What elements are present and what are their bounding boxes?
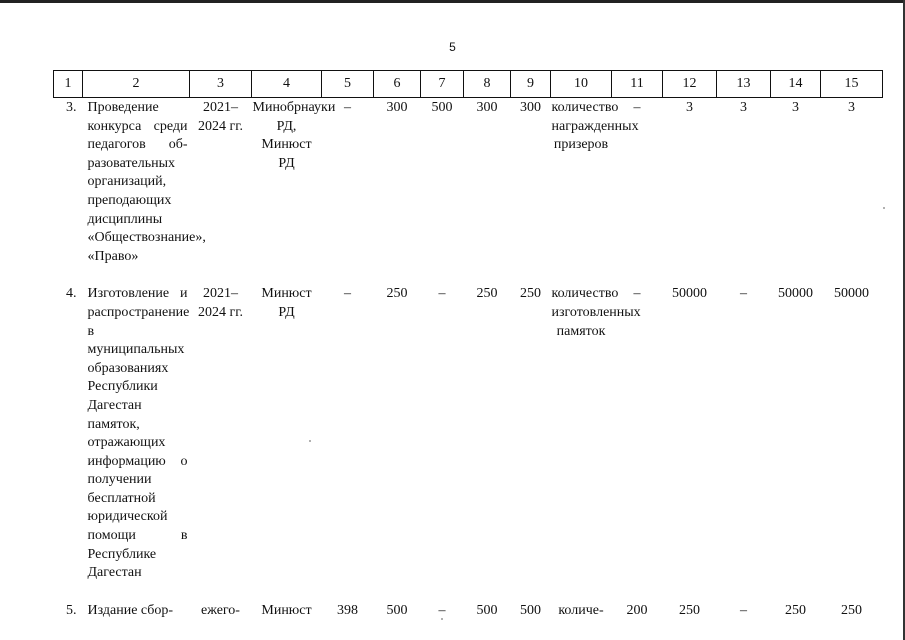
value-cell: 300: [386, 100, 408, 115]
indicator-cell: количество изготовленных памяток: [551, 286, 641, 339]
value-cell: –: [344, 286, 351, 302]
header-cell: 11: [612, 71, 663, 98]
table-row: [54, 284, 883, 601]
header-cell: 3: [190, 71, 252, 98]
value-cell: –: [633, 286, 641, 302]
header-cell: 2: [83, 71, 190, 98]
value-cell: 250: [679, 602, 700, 618]
value-cell: –: [740, 286, 747, 302]
value-cell: 300: [476, 100, 498, 115]
value-cell: 300: [520, 100, 541, 115]
activity-name: Изготовление и распространение в муниципальных образованиях Республики Дагестан памяток, отражающих информацию о получении бесплатной юридической помощи в Республике Дагестан: [87, 286, 190, 581]
value-cell: 250: [841, 602, 862, 618]
header-cell: 12: [663, 71, 717, 98]
value-cell: 500: [386, 602, 408, 618]
value-cell: 50000: [778, 286, 813, 302]
header-cell: 5: [322, 71, 374, 98]
scan-edge-top: [0, 0, 905, 3]
value-cell: 50000: [672, 286, 707, 302]
row-number: 3.: [66, 100, 77, 115]
activity-name: Издание сбор-: [87, 602, 174, 618]
table-row: [54, 98, 883, 285]
value-cell: 50000: [834, 286, 869, 302]
scan-speck: [883, 207, 885, 209]
row-number: 5.: [66, 602, 77, 618]
scan-speck: [309, 440, 311, 442]
value-cell: 3: [686, 100, 693, 115]
executor-cell: Минюст РД: [261, 286, 312, 320]
indicator-cell: количе-: [558, 602, 604, 618]
value-cell: 3: [792, 100, 799, 115]
activity-name: Проведение конкурса среди педагогов об-разовательных организаций, преподающих дисциплины «Обществознание», «Право»: [87, 100, 206, 264]
period-cell: 2021–2024 гг.: [198, 286, 243, 320]
value-cell: 500: [431, 100, 453, 115]
value-cell: –: [740, 602, 747, 618]
header-cell: 9: [511, 71, 551, 98]
header-cell: 10: [551, 71, 612, 98]
value-cell: 250: [386, 286, 408, 302]
page-number: 5: [449, 40, 456, 54]
value-cell: 250: [785, 602, 806, 618]
value-cell: 250: [476, 286, 498, 302]
indicator-cell: количество награжденных призеров: [551, 100, 639, 153]
table-row: [54, 601, 883, 639]
header-cell: 1: [54, 71, 83, 98]
value-cell: 3: [740, 100, 747, 115]
header-cell: 7: [421, 71, 464, 98]
header-cell: 15: [821, 71, 883, 98]
value-cell: –: [633, 100, 641, 115]
value-cell: 200: [626, 602, 648, 618]
value-cell: –: [344, 100, 351, 115]
program-table: [53, 70, 883, 638]
value-cell: 3: [848, 100, 855, 115]
value-cell: 500: [476, 602, 498, 618]
value-cell: 250: [520, 286, 541, 302]
executor-cell: Минюст: [261, 602, 312, 618]
value-cell: 500: [520, 602, 541, 618]
scan-speck: [441, 618, 443, 620]
header-cell: 13: [717, 71, 771, 98]
period-cell: 2021–2024 гг.: [198, 100, 243, 134]
value-cell: 398: [337, 602, 358, 618]
value-cell: –: [438, 286, 446, 302]
value-cell: –: [438, 602, 446, 618]
row-number: 4.: [66, 286, 77, 302]
header-cell: 4: [252, 71, 322, 98]
header-cell: 14: [771, 71, 821, 98]
header-cell: 6: [374, 71, 421, 98]
header-cell: 8: [464, 71, 511, 98]
period-cell: ежего-: [201, 602, 240, 618]
column-number-header: [54, 71, 883, 98]
executor-cell: Минобрнауки РД, Минюст РД: [252, 100, 336, 171]
